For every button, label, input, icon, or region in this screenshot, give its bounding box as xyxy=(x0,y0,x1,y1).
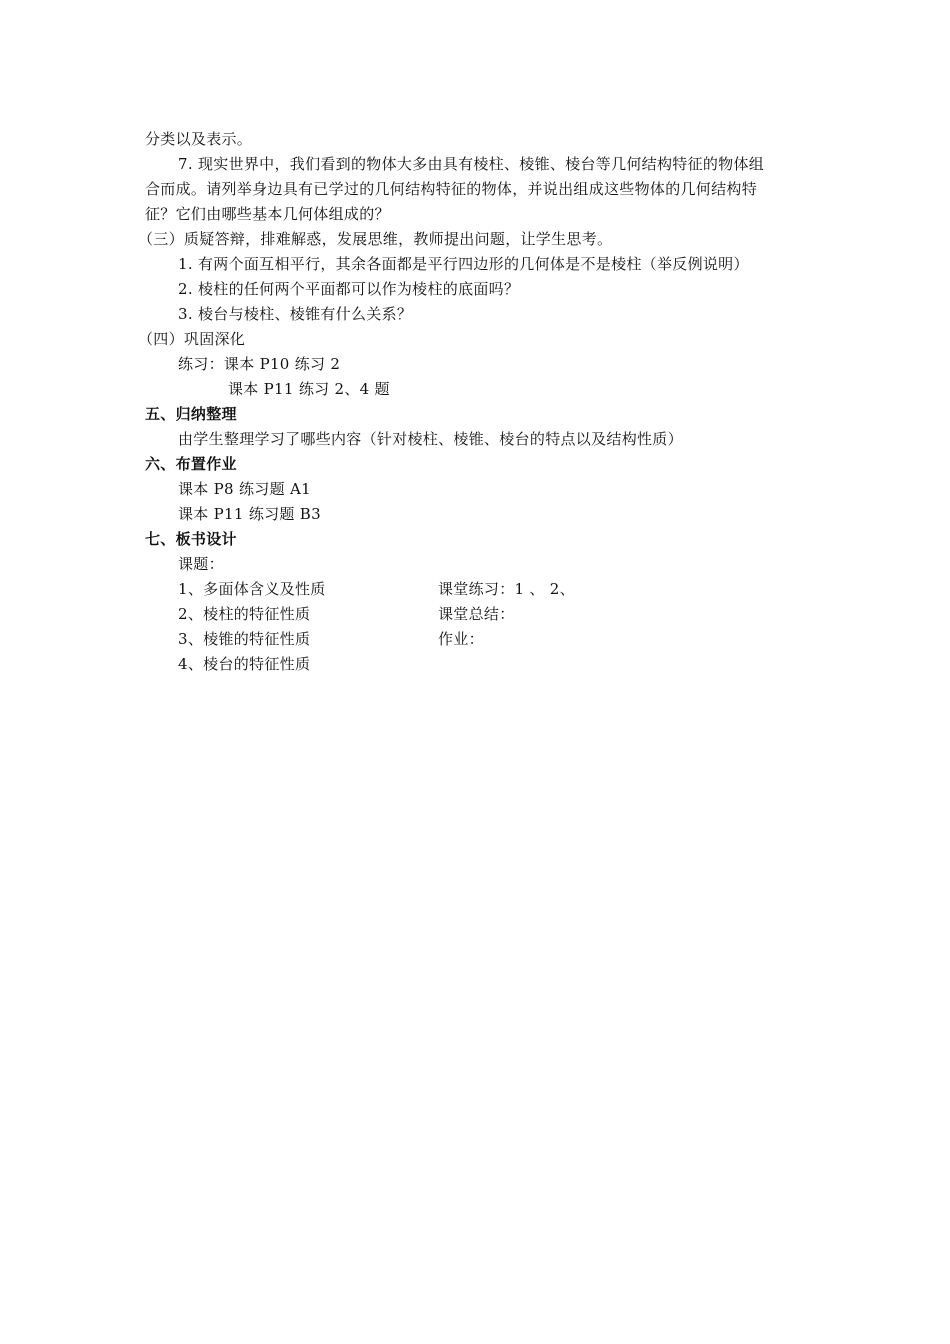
homework-line: 课本 P8 练习题 A1 xyxy=(178,480,311,498)
text-line: 分类以及表示。 xyxy=(145,130,253,148)
exercise-line: 课本 P11 练习 2、4 题 xyxy=(228,380,390,398)
board-right-item: 课堂练习：1 、 2、 xyxy=(438,580,575,598)
exercise-line: 练习：课本 P10 练习 2 xyxy=(178,355,341,373)
section-heading: 六、布置作业 xyxy=(145,455,237,473)
text-line: 7. 现实世界中，我们看到的物体大多由具有棱柱、棱锥、棱台等几何结构特征的物体组 xyxy=(178,155,765,173)
question-item: 1. 有两个面互相平行，其余各面都是平行四边形的几何体是不是棱柱（举反例说明） xyxy=(178,255,749,273)
subsection-heading: （四）巩固深化 xyxy=(138,330,246,348)
board-right-item: 课堂总结： xyxy=(438,605,515,623)
question-item: 3. 棱台与棱柱、棱锥有什么关系？ xyxy=(178,305,413,323)
homework-line: 课本 P11 练习题 B3 xyxy=(178,505,321,523)
text-line: 征？它们由哪些基本几何体组成的？ xyxy=(145,205,390,223)
board-left-item: 1、多面体含义及性质 xyxy=(178,580,326,598)
section-heading: 七、板书设计 xyxy=(145,530,237,548)
text-line: 合而成。请列举身边具有已学过的几何结构特征的物体，并说出组成这些物体的几何结构特 xyxy=(145,180,758,198)
question-item: 2. 棱柱的任何两个平面都可以作为棱柱的底面吗？ xyxy=(178,280,520,298)
section-heading: 五、归纳整理 xyxy=(145,405,237,423)
board-right-item: 作业： xyxy=(438,630,484,648)
text-line: 由学生整理学习了哪些内容（针对棱柱、棱锥、棱台的特点以及结构性质） xyxy=(178,430,683,448)
board-left-item: 3、棱锥的特征性质 xyxy=(178,630,311,648)
board-left-item: 4、棱台的特征性质 xyxy=(178,655,311,673)
board-left-item: 2、棱柱的特征性质 xyxy=(178,605,311,623)
subsection-heading: （三）质疑答辩，排难解惑，发展思维，教师提出问题，让学生思考。 xyxy=(138,230,613,248)
board-topic: 课题： xyxy=(178,555,224,573)
